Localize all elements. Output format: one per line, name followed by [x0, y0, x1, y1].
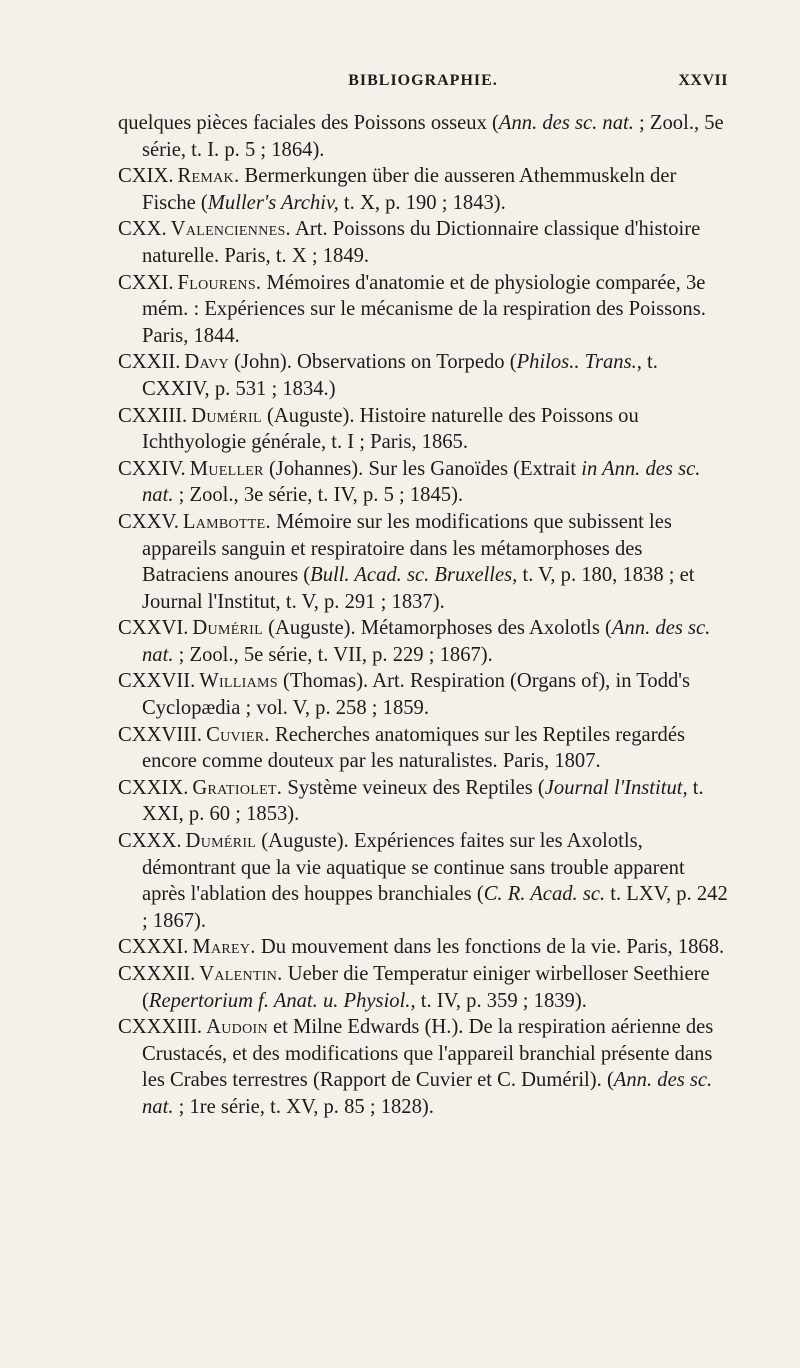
entry-citation: ; Zool., 5e série, t. I. p. 5 ; 1864).	[142, 112, 724, 161]
entry-number: CXXVI.	[118, 617, 189, 640]
entry-number: CXIX.	[118, 165, 174, 188]
entry-text: et Milne Edwards (H.). De la respiration aérienne des Crustacés, et des modifications que l'appareil branchial présente dans les Crabes terrestres (Rapport de Cuvier et C. Duméril). (	[142, 1016, 714, 1092]
entry-author: Remak.	[177, 165, 240, 188]
entry-author: Williams	[199, 670, 278, 693]
bibliography-entry	[118, 403, 728, 456]
entry-text: Recherches anatomiques sur les Reptiles regardés encore comme douteux par les naturalistes. Paris, 1807.	[142, 723, 686, 773]
entry-citation: t. IV, p. 359 ; 1839).	[415, 989, 587, 1012]
entry-journal: Ann. des sc. nat.	[142, 1069, 713, 1118]
entry-author: Mueller	[189, 457, 264, 480]
entry-journal: Ann. des sc. nat.	[498, 112, 634, 134]
entry-text: (Thomas). Art. Respiration (Organs of), in Todd's Cyclopædia ; vol. V, p. 258 ; 1859.	[142, 670, 691, 720]
entry-citation: t. V, p. 180, 1838 ; et Journal l'Institut, t. V, p. 291 ; 1837).	[142, 564, 695, 613]
entry-text: Mémoire sur les modifications que subissent les appareils sanguin et respiratoire dans les métamorphoses des Batraciens anoures (	[142, 510, 672, 587]
entry-number: CXXXIII.	[118, 1016, 203, 1039]
entry-text: Système veineux des Reptiles (	[282, 776, 545, 799]
bibliography-entry	[118, 270, 728, 350]
entry-author: Davy	[184, 351, 229, 374]
entry-text: quelques pièces faciales des Poissons osseux (	[118, 112, 499, 134]
entry-journal: in Ann. des sc. nat.	[142, 457, 701, 507]
entry-journal: Bull. Acad. sc. Bruxelles,	[310, 564, 518, 587]
bibliography-entry	[118, 509, 728, 615]
bibliography-entry	[118, 668, 728, 721]
entry-text: (Auguste). Histoire naturelle des Poissons ou Ichthyologie générale, t. I ; Paris, 1865.	[142, 404, 639, 454]
entry-author: Cuvier.	[206, 723, 270, 746]
entry-text: (John). Observations on Torpedo (	[228, 351, 517, 374]
entry-text: Mémoires d'anatomie et de physiologie comparée, 3e mém. : Expériences sur le mécanisme de la respiration des Poissons. Paris, 1844.	[142, 271, 706, 347]
entry-journal: Repertorium f. Anat. u. Physiol.,	[148, 989, 416, 1012]
entry-number: CXXX.	[118, 830, 182, 853]
entry-author: Lambotte.	[182, 510, 271, 533]
entry-number: CXXII.	[118, 351, 181, 374]
running-title: BIBLIOGRAPHIE.	[348, 72, 498, 89]
entry-citation: t. X, p. 190 ; 1843).	[338, 191, 506, 214]
bibliography-entry	[118, 828, 728, 934]
entry-number: CXXV.	[118, 510, 179, 533]
entry-citation: t. XXI, p. 60 ; 1853).	[142, 776, 704, 826]
entry-text: Ueber die Temperatur einiger wirbelloser Seethiere (	[142, 963, 710, 1012]
entry-number: CXXI.	[118, 271, 174, 294]
entry-citation: ; Zool., 5e série, t. VII, p. 229 ; 1867).	[173, 643, 493, 666]
entry-number: CXXXII.	[118, 963, 196, 985]
entry-number: CXXVIII.	[118, 723, 203, 746]
entry-author: Duméril	[192, 617, 263, 640]
entry-author: Marey.	[192, 936, 256, 959]
entry-number: CXXVII.	[118, 670, 196, 693]
page-header	[118, 72, 728, 96]
entry-journal: Journal l'Institut,	[544, 776, 688, 799]
entry-author: Duméril	[191, 404, 262, 427]
bibliography-entry	[118, 216, 728, 269]
entry-journal: C. R. Acad. sc.	[483, 883, 606, 906]
page-number: XXVII	[678, 72, 728, 89]
entry-author: Valenciennes.	[170, 218, 291, 241]
bibliography-entry	[118, 349, 728, 402]
entry-number: CXX.	[118, 218, 167, 241]
entry-journal: Ann. des sc. nat.	[142, 617, 711, 666]
entry-citation: ; 1re série, t. XV, p. 85 ; 1828).	[173, 1095, 434, 1118]
entry-author: Audoin	[206, 1016, 268, 1039]
bibliography-entry	[118, 456, 728, 509]
entry-number: CXXXI.	[118, 936, 189, 959]
entry-citation: t. CXXIV, p. 531 ; 1834.)	[142, 351, 658, 400]
entry-journal: Muller's Archiv,	[207, 191, 339, 214]
entry-text: Art. Poissons du Dictionnaire classique d'histoire naturelle. Paris, t. X ; 1849.	[142, 218, 701, 267]
entry-author: Gratiolet.	[192, 776, 283, 799]
entry-citation: ; Zool., 3e série, t. IV, p. 5 ; 1845).	[173, 484, 464, 507]
entry-author: Flourens.	[177, 271, 262, 294]
entry-number: CXXIV.	[118, 457, 186, 480]
bibliography-list	[118, 110, 728, 1121]
entry-author: Duméril	[185, 830, 257, 853]
bibliography-entry	[118, 615, 728, 668]
bibliography-entry	[118, 934, 728, 961]
entry-text: Bermerkungen über die ausseren Athemmuskeln der Fische (	[142, 165, 677, 214]
bibliography-entry	[118, 722, 728, 775]
entry-text: (Johannes). Sur les Ganoïdes (Extrait	[263, 457, 582, 480]
bibliography-entry	[118, 1014, 728, 1120]
entry-text: (Auguste). Métamorphoses des Axolotls (	[263, 617, 612, 640]
entry-citation: t. LXV, p. 242 ; 1867).	[142, 883, 728, 932]
entry-text: Du mouvement dans les fonctions de la vie. Paris, 1868.	[255, 936, 725, 959]
entry-number: CXXIII.	[118, 404, 188, 427]
bibliography-entry-continuation	[118, 110, 728, 163]
entry-journal: Philos.. Trans.,	[516, 351, 642, 374]
entry-author: Valentin.	[199, 963, 283, 985]
entry-number: CXXIX.	[118, 776, 189, 799]
bibliography-entry	[118, 961, 728, 1014]
bibliography-entry	[118, 163, 728, 216]
entry-text: (Auguste). Expériences faites sur les Axolotls, démontrant que la vie aquatique se continue sans trouble apparent après l'ablation des houppes branchiales (	[142, 830, 685, 906]
bibliography-entry	[118, 775, 728, 828]
